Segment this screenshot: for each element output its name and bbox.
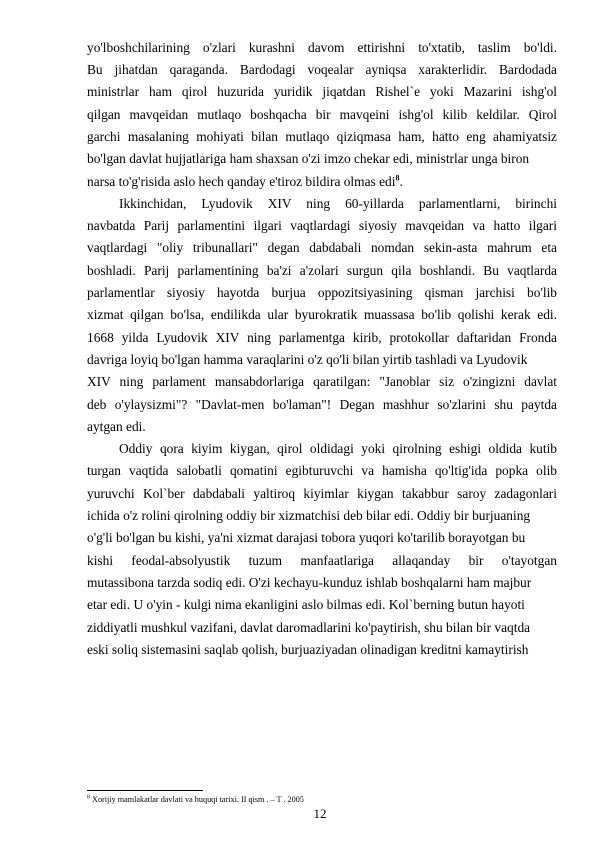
text-line: ministrlar ham qirol huzurida yuridik jiqatdan Rishel`e yoki Mazarini ishg'ol	[87, 84, 557, 99]
footnote-separator	[87, 790, 203, 791]
sentence-period: .	[399, 174, 403, 189]
text-line: yo'lboshchilarining o'zlari kurashni davom ettirishni to'xtatib, taslim bo'ldi.	[87, 40, 557, 55]
text-line: navbatda Parij parlamentini ilgari vaqtlardagi siyosiy mavqeidan va hatto ilgari	[87, 218, 557, 233]
text-line: mutassibona tarzda sodiq edi. O'zi kechayu-kunduz ishlab boshqalarni ham majbur	[87, 575, 532, 590]
text-line: ichida o'z rolini qirolning oddiy bir xizmatchisi deb bilar edi. Oddiy bir burjuaning	[87, 508, 531, 523]
text-line: ziddiyatli mushkul vazifani, davlat daromadlarini ko'paytirish, shu bilan bir vaqtda	[87, 620, 531, 635]
text-line: bo'lgan davlat hujjatlariga ham shaxsan o'zi imzo chekar edi, ministrlar unga biron	[87, 151, 530, 166]
text-line: deb o'ylaysizmi"? "Davlat-men bo'laman"! Degan mashhur so'zlarini shu paytda	[87, 397, 557, 412]
footnote-text: Xorijiy mamlakatlar davlati va huquqi tarixi. II qism . – T . 2005	[92, 795, 304, 804]
text-line: parlamentlar siyosiy hayotda burjua oppozitsiyasining qisman jarchisi bo'lib	[87, 285, 557, 300]
text-line: yuruvchi Kol`ber dabdabali yaltiroq kiyimlar kiygan takabbur saroy zadagonlari	[87, 486, 557, 501]
text-line: boshladi. Parij parlamentining ba'zi a'zolari surgun qila boshlandi. Bu vaqtlarda	[87, 263, 557, 278]
text-line: 1668 yilda Lyudovik XIV ning parlamentga kirib, protokollar daftaridan Fronda	[87, 330, 557, 345]
text-line: turgan vaqtida salobatli qomatini egibturuvchi va hamisha qo'ltig'ida popka olib	[87, 463, 557, 478]
footnote-reference[interactable]: 8	[395, 173, 400, 183]
text-line-content: narsa to'g'risida aslo hech qanday e'tiroz bildira olmas edi	[87, 174, 396, 189]
text-line: kishi feodal-absolyustik tuzum manfaatlariga allaqanday bir o'tayotgan	[87, 553, 557, 568]
text-line: Oddiy qora kiyim kiygan, qirol oldidagi yoki qirolning eshigi oldida kutib	[119, 441, 557, 456]
text-line: davriga loyiq bo'lgan hamma varaqlarini o'z qo'li bilan yirtib tashladi va Lyudovik	[87, 352, 528, 367]
page-number: 12	[313, 806, 327, 821]
text-line: XIV ning parlament mansabdorlariga qaratilgan: "Janoblar siz o'zingizni davlat	[87, 374, 557, 389]
text-line: Ikkinchidan, Lyudovik XIV ning 60-yillarda parlamentlarni, birinchi	[119, 196, 557, 211]
text-line: qilgan mavqeidan mutlaqo boshqacha bir mavqeini ishg'ol kilib keldilar. Qirol	[87, 107, 557, 122]
footnote	[87, 794, 304, 805]
text-line: etar edi. U o'yin - kulgi nima ekanligini aslo bilmas edi. Kol`berning butun hayoti	[87, 597, 525, 612]
text-line: Bu jihatdan qaraganda. Bardodagi voqealar ayniqsa xarakterlidir. Bardodada	[87, 62, 557, 77]
line-with-footnote	[87, 174, 403, 189]
text-line: aytgan edi.	[87, 419, 146, 434]
text-line: vaqtlardagi "oliy tribunallari" degan dabdabali nomdan sekin-asta mahrum eta	[87, 240, 557, 255]
text-line: xizmat qilgan bo'lsa, endilikda ular byurokratik muassasa bo'lib qolishi kerak edi.	[87, 307, 557, 322]
text-line	[87, 171, 557, 193]
footnote-number: 8	[87, 794, 90, 801]
text-line: garchi masalaning mohiyati bilan mutlaqo qiziqmasa ham, hatto eng ahamiyatsiz	[87, 129, 557, 144]
text-line: eski soliq sistemasini saqlab qolish, burjuaziyadan olinadigan kreditni kamaytirish	[87, 642, 529, 657]
text-line: o'g'li bo'lgan bu kishi, ya'ni xizmat darajasi tobora yuqori ko'tarilib borayotgan bu	[87, 530, 526, 545]
